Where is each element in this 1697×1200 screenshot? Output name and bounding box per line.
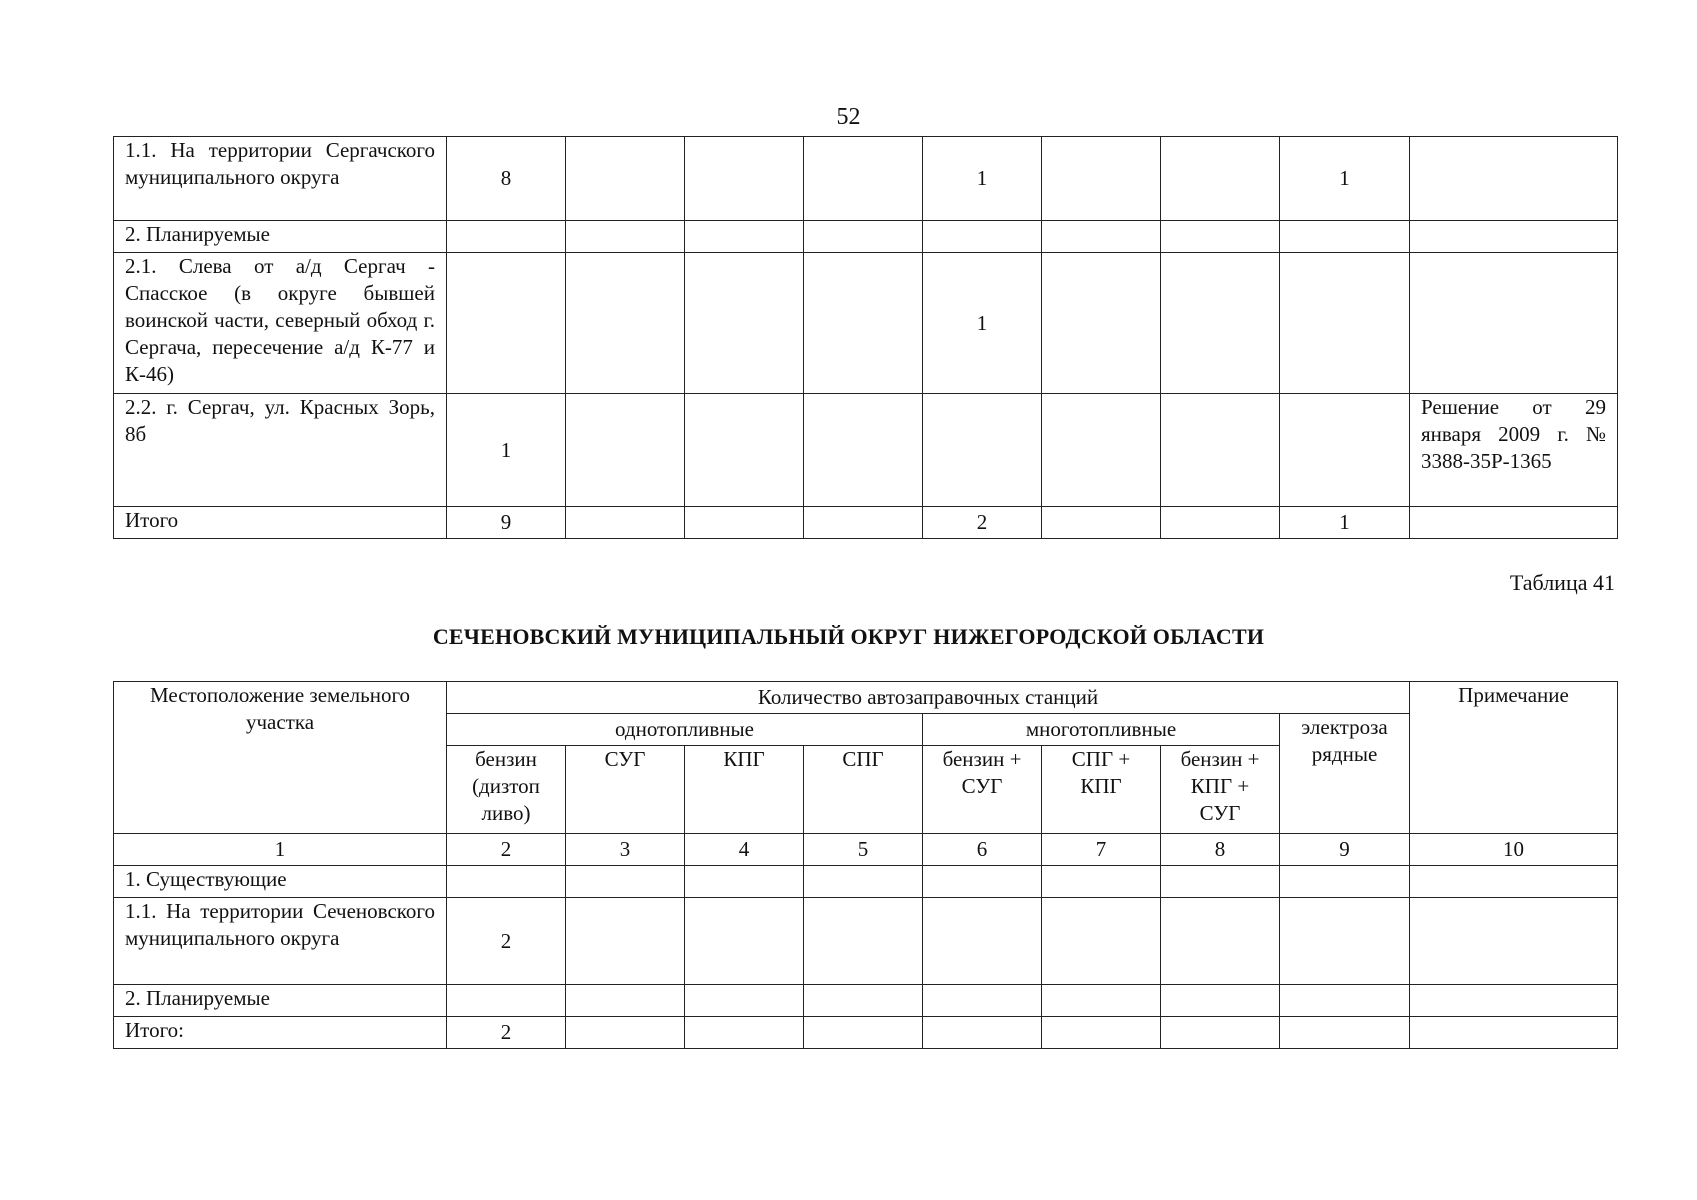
count-cell [685, 985, 804, 1017]
count-cell [1042, 866, 1161, 898]
count-cell [685, 394, 804, 507]
table-row [114, 137, 1618, 221]
count-cell [1280, 1017, 1410, 1049]
count-cell [1042, 253, 1161, 394]
count-cell [923, 1017, 1042, 1049]
count-cell [1280, 866, 1410, 898]
note-cell [1410, 221, 1618, 253]
column-number: 3 [566, 834, 685, 866]
count-cell [1161, 394, 1280, 507]
count-cell [566, 253, 685, 394]
location-cell: 2.1. Слева от а/д Сергач - Спасское (в округе бывшей воинской части, северный обход г. Сергача, пересечение а/д К-77 и К-46) [114, 253, 447, 394]
count-cell [923, 221, 1042, 253]
count-cell [566, 985, 685, 1017]
column-number: 8 [1161, 834, 1280, 866]
count-cell [804, 985, 923, 1017]
count-cell [1161, 866, 1280, 898]
note-cell [1410, 898, 1618, 985]
note-cell [1410, 253, 1618, 394]
column-number: 4 [685, 834, 804, 866]
count-cell [804, 507, 923, 539]
location-cell: 2.2. г. Сергач, ул. Красных Зорь, 8б [114, 394, 447, 507]
count-cell [685, 253, 804, 394]
count-cell [1042, 394, 1161, 507]
header-column: бензин (дизтоп ливо) [447, 746, 566, 834]
count-cell [447, 221, 566, 253]
page-number: 52 [836, 104, 861, 130]
count-cell [1042, 985, 1161, 1017]
table-row [114, 985, 1618, 1017]
note-cell [1410, 985, 1618, 1017]
header-column: бензин + СУГ [923, 746, 1042, 834]
column-number: 1 [114, 834, 447, 866]
count-cell [804, 221, 923, 253]
count-cell [447, 253, 566, 394]
total-label: Итого: [114, 1017, 447, 1049]
count-cell [804, 253, 923, 394]
header-row [114, 682, 1618, 714]
table-row [114, 221, 1618, 253]
count-cell [923, 394, 1042, 507]
location-cell: 1.1. На территории Сергачского муниципального округа [114, 137, 447, 221]
table-title: СЕЧЕНОВСКИЙ МУНИЦИПАЛЬНЫЙ ОКРУГ НИЖЕГОРОДСКОЙ ОБЛАСТИ [432, 624, 1265, 649]
continuation-table [113, 136, 1618, 539]
count-cell [1161, 221, 1280, 253]
total-label: Итого [114, 507, 447, 539]
count-cell [566, 898, 685, 985]
header-count: Количество автозаправочных станций [447, 682, 1410, 714]
location-cell: 1.1. На территории Сеченовского муниципального округа [114, 898, 447, 985]
count-cell [1280, 394, 1410, 507]
count-cell [1161, 253, 1280, 394]
count-cell [685, 221, 804, 253]
header-multi-fuel: многотопливные [923, 714, 1280, 746]
location-cell: 2. Планируемые [114, 221, 447, 253]
note-cell: Решение от 29 января 2009 г. № 3388-35Р-1365 [1410, 394, 1618, 507]
column-number: 10 [1410, 834, 1618, 866]
count-cell [1280, 253, 1410, 394]
header-column: СПГ + КПГ [1042, 746, 1161, 834]
column-number-row [114, 834, 1618, 866]
count-cell: 2 [447, 1017, 566, 1049]
count-cell [685, 507, 804, 539]
count-cell: 1 [1280, 137, 1410, 221]
count-cell [804, 394, 923, 507]
count-cell [1280, 985, 1410, 1017]
count-cell [685, 1017, 804, 1049]
column-number: 5 [804, 834, 923, 866]
count-cell [566, 1017, 685, 1049]
count-cell [804, 866, 923, 898]
count-cell [566, 394, 685, 507]
header-note: Примечание [1410, 682, 1618, 834]
count-cell [1042, 898, 1161, 985]
count-cell [804, 137, 923, 221]
table-label: Таблица 41 [1509, 570, 1615, 595]
count-cell: 1 [923, 137, 1042, 221]
column-number: 2 [447, 834, 566, 866]
count-cell [804, 898, 923, 985]
note-cell [1410, 137, 1618, 221]
column-number: 7 [1042, 834, 1161, 866]
header-column: КПГ [685, 746, 804, 834]
count-cell: 2 [447, 898, 566, 985]
count-cell [1161, 898, 1280, 985]
header-column: бензин + КПГ + СУГ [1161, 746, 1280, 834]
count-cell [923, 985, 1042, 1017]
count-cell: 9 [447, 507, 566, 539]
count-cell [1161, 985, 1280, 1017]
table-row [114, 394, 1618, 507]
column-number: 9 [1280, 834, 1410, 866]
location-cell: 2. Планируемые [114, 985, 447, 1017]
count-cell [566, 137, 685, 221]
count-cell [804, 1017, 923, 1049]
count-cell [566, 507, 685, 539]
count-cell [1161, 137, 1280, 221]
count-cell [447, 866, 566, 898]
count-cell [1280, 221, 1410, 253]
count-cell [447, 985, 566, 1017]
count-cell [923, 898, 1042, 985]
count-cell: 1 [923, 253, 1042, 394]
header-electric: электроза рядные [1280, 714, 1410, 834]
header-single-fuel: однотопливные [447, 714, 923, 746]
count-cell [566, 221, 685, 253]
count-cell: 1 [1280, 507, 1410, 539]
count-cell [566, 866, 685, 898]
table-row [114, 898, 1618, 985]
count-cell [1161, 1017, 1280, 1049]
gas-stations-table [113, 681, 1618, 1049]
count-cell [1042, 507, 1161, 539]
column-number: 6 [923, 834, 1042, 866]
count-cell [923, 866, 1042, 898]
count-cell [1042, 137, 1161, 221]
header-column: СУГ [566, 746, 685, 834]
location-cell: 1. Существующие [114, 866, 447, 898]
count-cell [685, 898, 804, 985]
header-column: СПГ [804, 746, 923, 834]
header-location: Местоположение земельного участка [114, 682, 447, 834]
count-cell: 1 [447, 394, 566, 507]
note-cell [1410, 1017, 1618, 1049]
table-row [114, 866, 1618, 898]
count-cell [1280, 898, 1410, 985]
note-cell [1410, 866, 1618, 898]
count-cell [1161, 507, 1280, 539]
table-row [114, 507, 1618, 539]
table-row [114, 253, 1618, 394]
count-cell [1042, 221, 1161, 253]
count-cell: 8 [447, 137, 566, 221]
note-cell [1410, 507, 1618, 539]
count-cell [685, 137, 804, 221]
count-cell: 2 [923, 507, 1042, 539]
count-cell [685, 866, 804, 898]
table-row [114, 1017, 1618, 1049]
count-cell [1042, 1017, 1161, 1049]
